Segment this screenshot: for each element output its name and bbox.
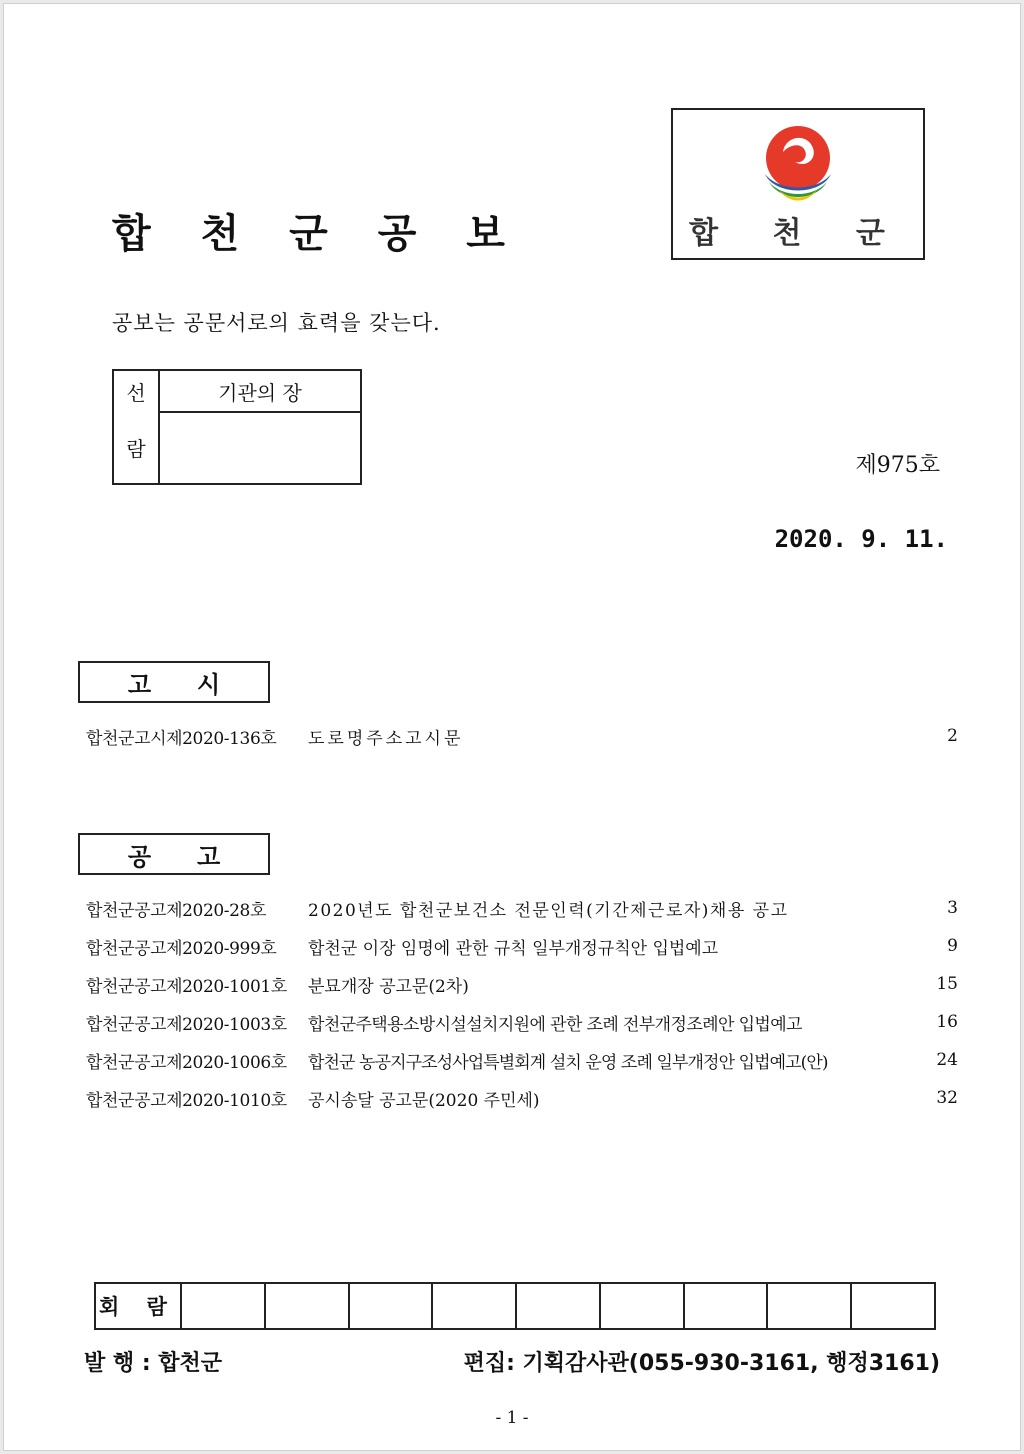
section-header-gosi (78, 661, 270, 703)
list-item[interactable] (86, 965, 958, 1003)
circulation-cell (599, 1284, 683, 1328)
section-header-char: 공 (127, 842, 151, 871)
section-header-char: 고 (127, 670, 151, 699)
entry-number: 합천군공고제2020-1003호 (86, 1014, 287, 1035)
entry-page: 16 (936, 1012, 958, 1032)
circulation-cell (766, 1284, 850, 1328)
page-number: - 1 - (495, 1408, 529, 1428)
list-item[interactable] (86, 1079, 958, 1117)
entry-page: 3 (947, 898, 958, 918)
entry-number: 합천군공고제2020-1001호 (86, 976, 287, 997)
entry-number: 합천군공고제2020-999호 (86, 938, 277, 959)
circulation-cell (264, 1284, 348, 1328)
gazette-page (3, 3, 1021, 1451)
section-header-char: 시 (197, 670, 221, 699)
entry-page: 24 (936, 1050, 958, 1070)
gazette-subtitle: 공보는 공문서로의 효력을 갖는다. (112, 311, 441, 335)
entry-number: 합천군공고제2020-1010호 (86, 1090, 287, 1111)
gosi-entry-list (86, 717, 958, 755)
county-logo-box (671, 108, 925, 260)
circulation-cell (683, 1284, 767, 1328)
section-header-gonggo (78, 833, 270, 875)
entry-page: 15 (936, 974, 958, 994)
entry-title: 도로명주소고시문 (308, 728, 464, 749)
gonggo-entry-list (86, 889, 958, 1117)
list-item[interactable] (86, 889, 958, 927)
list-item[interactable] (86, 717, 958, 755)
sunram-side-bottom: 람 (113, 412, 159, 484)
sunram-side-top: 선 (113, 370, 159, 412)
circulation-label: 회 람 (99, 1295, 177, 1319)
entry-title: 2020년도 합천군보건소 전문인력(기간제근로자)채용 공고 (308, 900, 789, 921)
publisher: 발 행 : 합천군 (84, 1351, 223, 1376)
issue-date: 2020. 9. 11. (774, 525, 948, 553)
section-header-char: 고 (197, 842, 221, 871)
entry-title: 합천군 농공지구조성사업특별회계 설치 운영 조례 일부개정안 입법예고(안) (308, 1052, 828, 1073)
circulation-box (94, 1282, 936, 1330)
list-item[interactable] (86, 1003, 958, 1041)
issue-number: 제975호 (855, 453, 940, 478)
sunram-head: 기관의 장 (159, 370, 361, 412)
entry-number: 합천군공고제2020-28호 (86, 900, 266, 921)
entry-title: 합천군주택용소방시설설치지원에 관한 조례 전부개정조례안 입법예고 (308, 1014, 802, 1035)
editor-contact: 편집: 기획감사관(055-930-3161, 행정3161) (463, 1351, 940, 1376)
circulation-cell (515, 1284, 599, 1328)
hapcheon-emblem-icon (755, 122, 841, 206)
gazette-title: 합 천 군 공 보 (112, 211, 523, 257)
list-item[interactable] (86, 1041, 958, 1079)
circulation-cell (180, 1284, 264, 1328)
entry-page: 9 (947, 936, 958, 956)
sunram-table (112, 369, 362, 485)
circulation-cell (850, 1284, 934, 1328)
entry-title: 합천군 이장 임명에 관한 규칙 일부개정규칙안 입법예고 (308, 938, 719, 959)
entry-number: 합천군고시제2020-136호 (86, 728, 277, 749)
entry-page: 2 (947, 726, 958, 746)
entry-page: 32 (936, 1088, 958, 1108)
entry-title: 공시송달 공고문(2020 주민세) (308, 1090, 540, 1111)
entry-title: 분묘개장 공고문(2차) (308, 976, 469, 997)
circulation-cell (348, 1284, 432, 1328)
logo-text: 합 천 군 (689, 216, 907, 251)
list-item[interactable] (86, 927, 958, 965)
circulation-cell (431, 1284, 515, 1328)
sunram-signature-cell (159, 412, 361, 484)
entry-number: 합천군공고제2020-1006호 (86, 1052, 287, 1073)
